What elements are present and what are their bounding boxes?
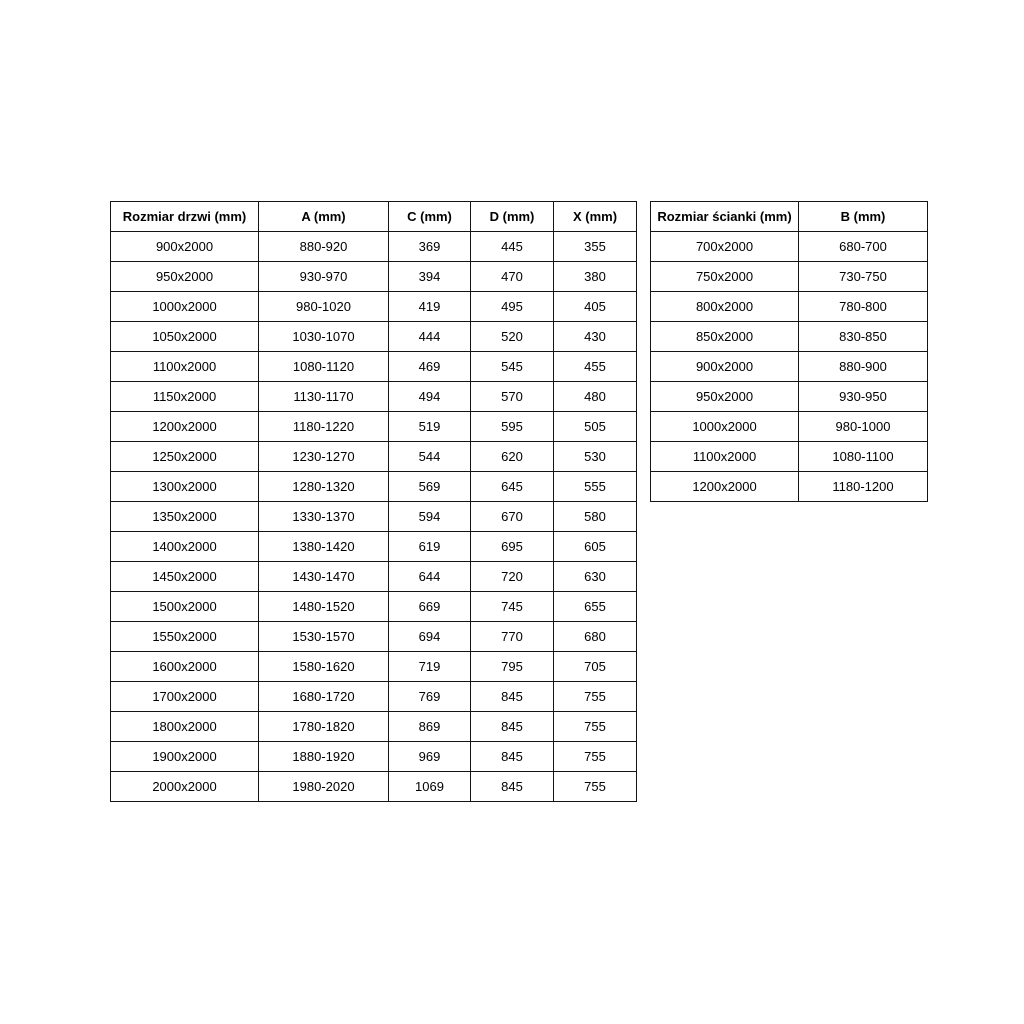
table-cell: 619: [389, 532, 471, 562]
table-cell: 755: [554, 772, 637, 802]
table-cell: 1180-1220: [259, 412, 389, 442]
table-cell: 880-900: [799, 352, 928, 382]
table-row: [651, 262, 928, 292]
table-cell: 380: [554, 262, 637, 292]
table-cell: 505: [554, 412, 637, 442]
table-row: [111, 322, 637, 352]
table-row: [111, 592, 637, 622]
table-row: [111, 352, 637, 382]
table-cell: 845: [471, 682, 554, 712]
table-cell: 1030-1070: [259, 322, 389, 352]
table-row: [651, 442, 928, 472]
table-cell: 1080-1120: [259, 352, 389, 382]
table-cell: 1700x2000: [111, 682, 259, 712]
table-row: [651, 352, 928, 382]
table-cell: 594: [389, 502, 471, 532]
table-row: [111, 652, 637, 682]
table-cell: 1130-1170: [259, 382, 389, 412]
table-cell: 950x2000: [651, 382, 799, 412]
table-cell: 1430-1470: [259, 562, 389, 592]
table-cell: 444: [389, 322, 471, 352]
table-cell: 1150x2000: [111, 382, 259, 412]
table-cell: 730-750: [799, 262, 928, 292]
table-cell: 755: [554, 682, 637, 712]
table-cell: 645: [471, 472, 554, 502]
table-row: [651, 382, 928, 412]
table-cell: 1200x2000: [651, 472, 799, 502]
column-header: B (mm): [799, 202, 928, 232]
table-cell: 900x2000: [111, 232, 259, 262]
column-header: X (mm): [554, 202, 637, 232]
table-cell: 1880-1920: [259, 742, 389, 772]
table-cell: 1680-1720: [259, 682, 389, 712]
table-row: [651, 232, 928, 262]
table-cell: 630: [554, 562, 637, 592]
table-cell: 1380-1420: [259, 532, 389, 562]
table-row: [111, 562, 637, 592]
table-cell: 1900x2000: [111, 742, 259, 772]
table-cell: 795: [471, 652, 554, 682]
table-cell: 680-700: [799, 232, 928, 262]
table-cell: 495: [471, 292, 554, 322]
table-cell: 1200x2000: [111, 412, 259, 442]
table-row: [111, 382, 637, 412]
table-cell: 469: [389, 352, 471, 382]
table-cell: 869: [389, 712, 471, 742]
table-cell: 1780-1820: [259, 712, 389, 742]
table-cell: 419: [389, 292, 471, 322]
table-row: [651, 412, 928, 442]
table-cell: 405: [554, 292, 637, 322]
table-cell: 830-850: [799, 322, 928, 352]
table-cell: 845: [471, 712, 554, 742]
table-cell: 1400x2000: [111, 532, 259, 562]
table-cell: 644: [389, 562, 471, 592]
table-cell: 745: [471, 592, 554, 622]
table-cell: 800x2000: [651, 292, 799, 322]
table-cell: 470: [471, 262, 554, 292]
table-cell: 980-1000: [799, 412, 928, 442]
table-row: [111, 532, 637, 562]
table-row: [111, 442, 637, 472]
table-cell: 595: [471, 412, 554, 442]
table-row: [111, 772, 637, 802]
table-row: [111, 472, 637, 502]
table-row: [111, 742, 637, 772]
table-cell: 1800x2000: [111, 712, 259, 742]
table-cell: 880-920: [259, 232, 389, 262]
table-row: [111, 262, 637, 292]
table-cell: 930-950: [799, 382, 928, 412]
table-cell: 1550x2000: [111, 622, 259, 652]
table-cell: 780-800: [799, 292, 928, 322]
table-cell: 1330-1370: [259, 502, 389, 532]
column-header: C (mm): [389, 202, 471, 232]
table-row: [111, 232, 637, 262]
column-header: Rozmiar ścianki (mm): [651, 202, 799, 232]
table-cell: 369: [389, 232, 471, 262]
table-cell: 1069: [389, 772, 471, 802]
table-cell: 445: [471, 232, 554, 262]
table-cell: 1100x2000: [111, 352, 259, 382]
table-cell: 1350x2000: [111, 502, 259, 532]
table-cell: 845: [471, 772, 554, 802]
column-header: A (mm): [259, 202, 389, 232]
table-cell: 569: [389, 472, 471, 502]
table-row: [651, 322, 928, 352]
table-row: [111, 682, 637, 712]
table-row: [651, 292, 928, 322]
table-cell: 705: [554, 652, 637, 682]
table-cell: 1300x2000: [111, 472, 259, 502]
table-cell: 1580-1620: [259, 652, 389, 682]
table-cell: 1230-1270: [259, 442, 389, 472]
header-row: [651, 202, 928, 232]
table-cell: 769: [389, 682, 471, 712]
table-row: [111, 292, 637, 322]
table-cell: 695: [471, 532, 554, 562]
table-cell: 605: [554, 532, 637, 562]
table-cell: 555: [554, 472, 637, 502]
table-cell: 694: [389, 622, 471, 652]
table-cell: 969: [389, 742, 471, 772]
table-cell: 394: [389, 262, 471, 292]
table-cell: 900x2000: [651, 352, 799, 382]
table-cell: 355: [554, 232, 637, 262]
table-cell: 580: [554, 502, 637, 532]
table-cell: 1000x2000: [651, 412, 799, 442]
table-cell: 494: [389, 382, 471, 412]
table-cell: 670: [471, 502, 554, 532]
table-cell: 755: [554, 712, 637, 742]
table-row: [111, 622, 637, 652]
table-row: [111, 412, 637, 442]
table-cell: 430: [554, 322, 637, 352]
table-cell: 1080-1100: [799, 442, 928, 472]
table-row: [111, 502, 637, 532]
table-cell: 530: [554, 442, 637, 472]
table-cell: 1050x2000: [111, 322, 259, 352]
table-cell: 1250x2000: [111, 442, 259, 472]
table-cell: 520: [471, 322, 554, 352]
table-cell: 719: [389, 652, 471, 682]
door-size-table: [110, 201, 637, 802]
table-row: [651, 472, 928, 502]
table-cell: 480: [554, 382, 637, 412]
table-cell: 669: [389, 592, 471, 622]
table-row: [111, 712, 637, 742]
table-cell: 680: [554, 622, 637, 652]
table-cell: 1450x2000: [111, 562, 259, 592]
table-cell: 1980-2020: [259, 772, 389, 802]
table-cell: 720: [471, 562, 554, 592]
table-cell: 2000x2000: [111, 772, 259, 802]
column-header: D (mm): [471, 202, 554, 232]
table-cell: 1100x2000: [651, 442, 799, 472]
table-cell: 620: [471, 442, 554, 472]
table-cell: 950x2000: [111, 262, 259, 292]
table-cell: 545: [471, 352, 554, 382]
column-header: Rozmiar drzwi (mm): [111, 202, 259, 232]
table-cell: 750x2000: [651, 262, 799, 292]
table-cell: 1280-1320: [259, 472, 389, 502]
table-cell: 1480-1520: [259, 592, 389, 622]
table-cell: 1180-1200: [799, 472, 928, 502]
table-cell: 850x2000: [651, 322, 799, 352]
table-cell: 1530-1570: [259, 622, 389, 652]
table-cell: 930-970: [259, 262, 389, 292]
wall-size-table: [650, 201, 928, 502]
table-cell: 519: [389, 412, 471, 442]
table-cell: 755: [554, 742, 637, 772]
table-cell: 700x2000: [651, 232, 799, 262]
table-cell: 1000x2000: [111, 292, 259, 322]
table-cell: 980-1020: [259, 292, 389, 322]
table-cell: 1600x2000: [111, 652, 259, 682]
table-cell: 455: [554, 352, 637, 382]
table-cell: 544: [389, 442, 471, 472]
table-cell: 845: [471, 742, 554, 772]
table-cell: 770: [471, 622, 554, 652]
table-cell: 1500x2000: [111, 592, 259, 622]
table-cell: 655: [554, 592, 637, 622]
header-row: [111, 202, 637, 232]
table-cell: 570: [471, 382, 554, 412]
